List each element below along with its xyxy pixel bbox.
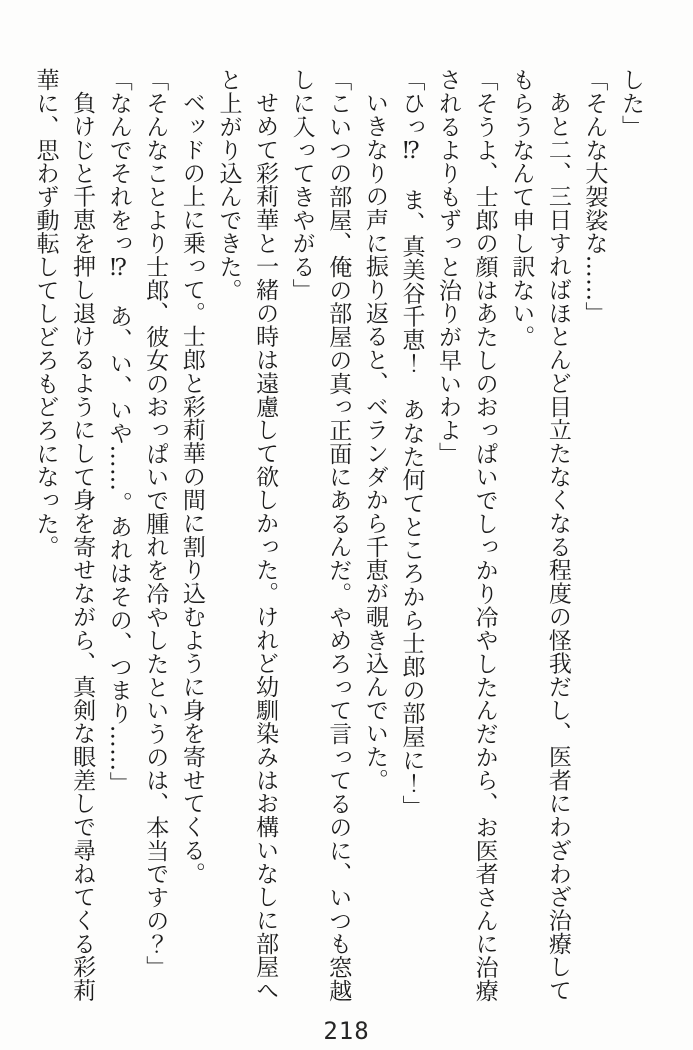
paragraph-8: せめて彩莉華と一緒の時は遠慮して欲しかった。けれど幼馴染みはお構いなしに部屋へと上がり込んできた。	[215, 68, 279, 1002]
paragraph-6: いきなりの声に振り返ると、ベランダから千恵が覗き込んでいた。	[361, 91, 388, 792]
paragraph-2: 「そんな大袈裟な……」	[581, 68, 608, 325]
page-number: 218	[323, 1017, 370, 1045]
paragraph-9: ベッドの上に乗って。士郎と彩莉華の間に割り込むように身を寄せてくる。	[178, 91, 205, 885]
vertical-text-block	[27, 68, 649, 1008]
paragraph-11: 「なんでそれをっ⁉ あ、い、いや……。あれはその、つまり……」	[105, 68, 132, 795]
paragraph-10: 「そんなことより士郎、彼女のおっぱいで腫れを冷やしたというのは、本当ですの？」	[142, 68, 169, 979]
paragraph-7: 「こいつの部屋、俺の部屋の真っ正面にあるんだ。やめろって言ってるのに、いつも窓越しに入ってきやがる」	[288, 68, 352, 1002]
paragraph-5: 「ひっ⁉ ま、真美谷千恵！ あなた何てところから士郎の部屋に！」	[398, 68, 425, 819]
paragraph-1: した」	[618, 68, 644, 139]
paragraph-3: あと二、三日すればほとんど目立たなくなる程度の怪我だし、医者にわざわざ治療してもらうなんて申し訳ない。	[508, 68, 571, 1002]
paragraph-12: 負けじと千恵を押し退けるようにして身を寄せながら、真剣な眼差しで尋ねてくる彩莉華に、思わず動転してしどろもどろになった。	[32, 68, 96, 1002]
paragraph-4: 「そうよ、士郎の顔はあたしのおっぱいでしっかり冷やしたんだから、お医者さんに治療されるよりもずっと治りが早いわよ」	[435, 68, 498, 1002]
